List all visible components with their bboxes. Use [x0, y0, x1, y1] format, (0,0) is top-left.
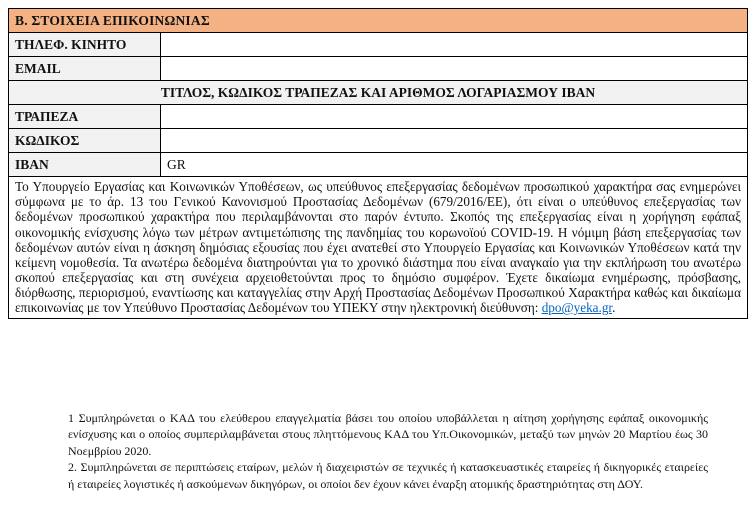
dpo-email-link[interactable]: dpo@yeka.gr: [541, 300, 613, 316]
section-header-bank-details: ΤΙΤΛΟΣ, ΚΩΔΙΚΟΣ ΤΡΑΠΕΖΑΣ ΚΑΙ ΑΡΙΘΜΟΣ ΛΟΓΑΡΙΑΣΜΟΥ IBAN: [9, 81, 748, 105]
email-label: EMAIL: [9, 57, 161, 81]
table-row: [9, 129, 748, 153]
gdpr-notice-text: [15, 179, 741, 316]
table-row: [9, 57, 748, 81]
footnote-1: 1 Συμπληρώνεται ο ΚΑΔ του ελεύθερου επαγγελματία βάσει του οποίου υποβάλλεται η αίτηση χορήγησης εφάπαξ οικονομικής ενίσχυσης και ο οποίος συμπεριλαμβάνεται στους πληττόμενους ΚΑΔ του Υπ.Οικονομικών, μεταξύ των μηνών 20 Μαρτίου έως 30 Νοεμβρίου 2020.: [68, 411, 708, 458]
mobile-phone-label: ΤΗΛΕΦ. ΚΙΝΗΤΟ: [9, 33, 161, 57]
gdpr-notice-body: Το Υπουργείο Εργασίας και Κοινωνικών Υποθέσεων, ως υπεύθυνος επεξεργασίας δεδομένων προσωπικού χαρακτήρα σας ενημερώνει σύμφωνα με το άρ. 13 του Γενικού Κανονισμού Προστασίας Δεδομένων (679/2016/ΕΕ), ότι είναι ο υπεύθυνος επεξεργασίας των δεδομένων προσωπικού χαρακτήρα που περιλαμβάνονται στο παρόν έντυπο. Σκοπός της επεξεργασίας είναι η χορήγηση εφάπαξ οικονομικής ενίσχυσης λόγω των μέτρων αντιμετώπισης της πανδημίας του κορωνοϊού COVID-19. Η νόμιμη βάση επεξεργασίας των δεδομένων αυτών είναι η άσκηση δημόσιας εξουσίας που έχει ανατεθεί στο Υπουργείο Εργασίας και Κοινωνικών Υποθέσεων κατά την κείμενη νομοθεσία. Τα ανωτέρω δεδομένα διατηρούνται για το χρονικό διάστημα που είναι αναγκαίο για την εκπλήρωση του ανωτέρω σκοπού επεξεργασίας και στη συνέχεια αρχειοθετούνται προς το δημόσιο συμφέρον. Έχετε δικαίωμα ενημέρωσης, πρόσβασης, διόρθωσης, περιορισμού, εναντίωσης και καταγγελίας στην Αρχή Προστασίας Δεδομένων Προσωπικού Χαρακτήρα καθώς και δικαίωμα επικοινωνίας με τον Υπεύθυνο Προστασίας Δεδομένων του ΥΠΕΚΥ στην ηλεκτρονική διεύθυνση:: [15, 179, 741, 316]
bank-code-field[interactable]: [161, 129, 748, 153]
iban-label: IBAN: [9, 153, 161, 177]
email-field[interactable]: [161, 57, 748, 81]
table-row: [9, 105, 748, 129]
table-row: [9, 33, 748, 57]
section-header-contact-details: Β. ΣΤΟΙΧΕΙΑ ΕΠΙΚΟΙΝΩΝΙΑΣ: [9, 9, 748, 33]
iban-field[interactable]: GR: [161, 153, 748, 177]
bank-label: ΤΡΑΠΕΖΑ: [9, 105, 161, 129]
contact-bank-form-table: [8, 8, 748, 319]
gdpr-notice-period: .: [612, 300, 616, 316]
table-row: [9, 177, 748, 319]
gdpr-notice-cell: [9, 177, 748, 319]
bank-code-label: ΚΩΔΙΚΟΣ: [9, 129, 161, 153]
table-row: [9, 153, 748, 177]
mobile-phone-field[interactable]: [161, 33, 748, 57]
footnote-2: 2. Συμπληρώνεται σε περιπτώσεις εταίρων, μελών ή διαχειριστών σε τεχνικές ή κατασκευαστικές εταιρείες ή δικηγορικές εταιρείες ή εταιρείες λογιστικές ή ασκούμενων δικηγόρων, οι οποίοι δεν έχουν κάνει έναρξη ατομικής δραστηριότητας στη ΔΟΥ.: [68, 460, 708, 491]
table-row: [9, 81, 748, 105]
table-row: [9, 9, 748, 33]
bank-field[interactable]: [161, 105, 748, 129]
footnotes-block: [68, 410, 708, 492]
